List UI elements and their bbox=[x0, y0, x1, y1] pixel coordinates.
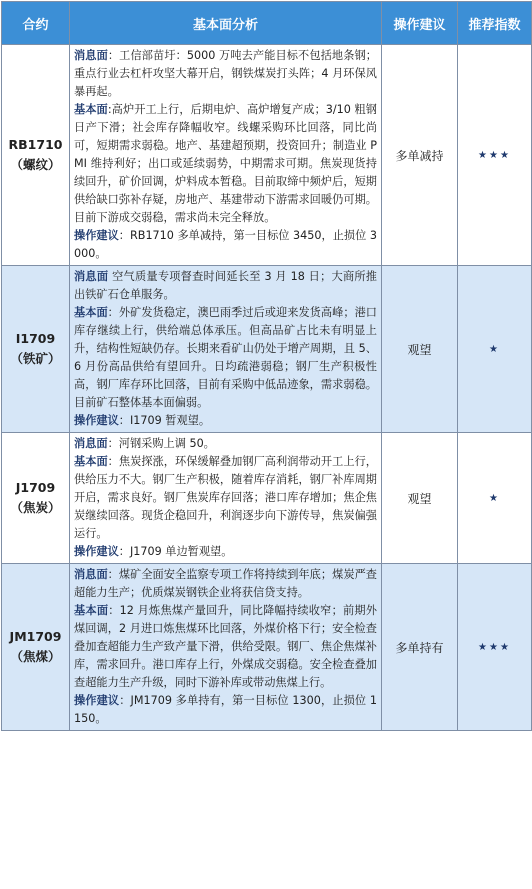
news-label: 消息面 bbox=[74, 270, 109, 283]
analysis-cell bbox=[70, 433, 382, 564]
fundamental-paragraph bbox=[74, 453, 377, 543]
header-advice: 操作建议 bbox=[382, 2, 458, 45]
news-text: ：河钢采购上调 50。 bbox=[107, 437, 215, 450]
fundamental-text: ：外矿发货稳定，澳巴雨季过后或迎来发货高峰；港口库存继续上行，供给端总体承压。但高品矿占比未有明显上升，结构性短缺仍存。长期来看矿山仍处于增产周期，且 5、6 月份高品供给有望回升。日均疏港弱稳；钢厂生产积极性高，钢厂库存环比回落，目前有采购中低品迹象，需求弱稳。目前矿石整体基本面偏弱。 bbox=[74, 306, 377, 409]
contract-name: （焦炭） bbox=[10, 500, 61, 515]
advice-text: ：JM1709 多单持有，第一目标位 1300，止损位 1150。 bbox=[74, 694, 377, 725]
contract-code: I1709 bbox=[15, 331, 56, 346]
contract-cell bbox=[2, 266, 70, 433]
advice-paragraph bbox=[74, 227, 377, 263]
advice-paragraph bbox=[74, 692, 377, 728]
header-analysis: 基本面分析 bbox=[70, 2, 382, 45]
analysis-cell bbox=[70, 564, 382, 731]
advice-label: 操作建议 bbox=[74, 229, 119, 242]
fundamental-label: 基本面 bbox=[74, 103, 108, 116]
contract-cell bbox=[2, 564, 70, 731]
contract-code: JM1709 bbox=[9, 629, 62, 644]
news-text: ：工信部苗圩：5000 万吨去产能目标不包括地条钢；重点行业去杠杆攻坚大幕开启，钢铁煤炭打头阵；4 月环保风暴再起。 bbox=[74, 49, 377, 98]
analysis-cell bbox=[70, 266, 382, 433]
fundamental-text: ：12 月炼焦煤产量回升，同比降幅持续收窄；前期外煤回调，2 月进口炼焦煤环比回落，外煤价格下行；安全检查叠加查超能力生产致产量下滑，供给受限。钢厂、焦企焦煤补库，需求回升。港口库存上行，外煤成交弱稳。安全检查叠加查超能力生产升级，同时下游补库或带动焦煤上行。 bbox=[74, 604, 377, 689]
contract-name: （铁矿） bbox=[10, 351, 61, 366]
fundamental-label: 基本面 bbox=[74, 455, 108, 468]
rating-cell: ★★★ bbox=[458, 564, 532, 731]
table-row bbox=[2, 45, 532, 266]
advice-cell: 多单减持 bbox=[382, 45, 458, 266]
advice-text: ：J1709 单边暂观望。 bbox=[118, 545, 233, 558]
table-row bbox=[2, 564, 532, 731]
news-text: 空气质量专项督查时间延长至 3 月 18 日；大商所推出铁矿石仓单服务。 bbox=[74, 270, 377, 301]
advice-cell: 观望 bbox=[382, 266, 458, 433]
rating-cell: ★★★ bbox=[458, 45, 532, 266]
advice-text: ：I1709 暂观望。 bbox=[118, 414, 211, 427]
table-row bbox=[2, 433, 532, 564]
advice-label: 操作建议 bbox=[74, 414, 119, 427]
fundamental-text: ：焦炭探涨，环保缓解叠加钢厂高利润带动开工上行，供给压力不大。钢厂生产积极，随着库存消耗，钢厂补库周期开启，需求良好。钢厂焦炭库存回落；港口库存增加；焦企焦炭继续回落。现货企稳回升，利润逐步向下游传导，焦炭偏强运行。 bbox=[74, 455, 377, 540]
fundamental-paragraph bbox=[74, 101, 377, 227]
news-paragraph bbox=[74, 47, 377, 101]
contract-cell bbox=[2, 433, 70, 564]
table-row bbox=[2, 266, 532, 433]
fundamental-label: 基本面 bbox=[74, 604, 109, 617]
futures-analysis-table bbox=[1, 1, 532, 731]
fundamental-text: :高炉开工上行，后期电炉、高炉增复产成；3/10 粗钢日产下滑；社会库存降幅收窄。线螺采购环比回落，同比尚可，短期需求弱稳。地产、基建超预期，投资回升；制造业 PMI 维持利好；出口或延续弱势，中期需求可期。焦炭现货持续回升，矿价回调，炉料成本暂稳。目前取缔中频炉后，短期供给缺口弥补存疑，房地产、基建带动下游需求回暖仍可期。目前下游成交弱稳，需求尚未完全释放。 bbox=[74, 103, 377, 224]
contract-code: RB1710 bbox=[8, 137, 63, 152]
analysis-cell bbox=[70, 45, 382, 266]
news-label: 消息面 bbox=[74, 49, 108, 62]
header-row bbox=[2, 2, 532, 45]
advice-text: ：RB1710 多单减持，第一目标位 3450，止损位 3000。 bbox=[74, 229, 377, 260]
header-contract: 合约 bbox=[2, 2, 70, 45]
advice-label: 操作建议 bbox=[74, 545, 119, 558]
rating-cell: ★ bbox=[458, 433, 532, 564]
news-text: ：煤矿全面安全监察专项工作将持续到年底；煤炭严查超能力生产；优质煤炭钢铁企业将获信贷支持。 bbox=[74, 568, 377, 599]
news-paragraph bbox=[74, 566, 377, 602]
header-rating: 推荐指数 bbox=[458, 2, 532, 45]
rating-cell: ★ bbox=[458, 266, 532, 433]
advice-paragraph bbox=[74, 543, 377, 561]
advice-cell: 多单持有 bbox=[382, 564, 458, 731]
advice-paragraph bbox=[74, 412, 377, 430]
contract-name: （螺纹） bbox=[10, 157, 61, 172]
advice-label: 操作建议 bbox=[74, 694, 120, 707]
fundamental-paragraph bbox=[74, 304, 377, 412]
news-label: 消息面 bbox=[74, 568, 108, 581]
contract-name: （焦煤） bbox=[10, 649, 61, 664]
fundamental-paragraph bbox=[74, 602, 377, 692]
news-paragraph bbox=[74, 435, 377, 453]
fundamental-label: 基本面 bbox=[74, 306, 108, 319]
advice-cell: 观望 bbox=[382, 433, 458, 564]
contract-cell bbox=[2, 45, 70, 266]
news-label: 消息面 bbox=[74, 437, 108, 450]
news-paragraph bbox=[74, 268, 377, 304]
contract-code: J1709 bbox=[15, 480, 56, 495]
